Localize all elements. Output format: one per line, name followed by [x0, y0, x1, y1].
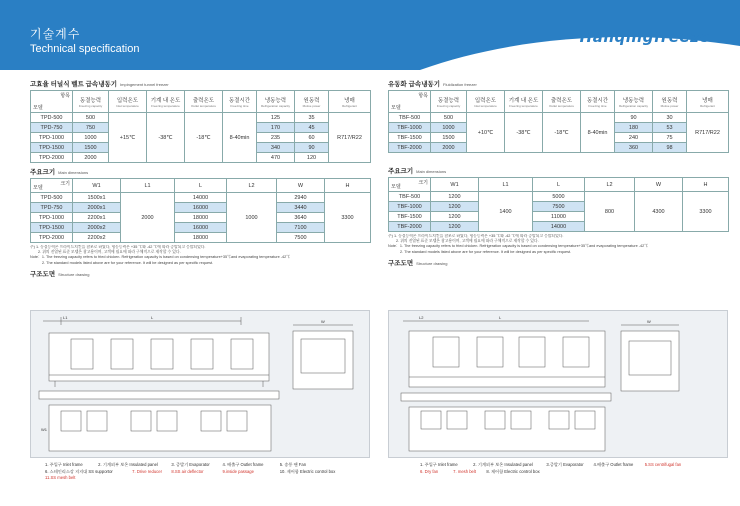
table-row — [31, 223, 371, 233]
left-spec-col-7: 냉매 Refrigerant — [329, 91, 371, 113]
table-cell: 35 — [295, 113, 329, 123]
table-cell: TPD-750 — [31, 123, 73, 133]
legend-item: 7. Drive reducer — [132, 468, 162, 474]
table-cell: 500 — [73, 113, 109, 123]
table-cell: -38℃ — [147, 113, 185, 163]
table-cell: 90 — [615, 113, 653, 123]
legend-item: 8. 제어함 Electric control box — [486, 468, 540, 474]
left-spec-title — [30, 80, 370, 90]
brand-logo-text: Hanqingfreeze — [579, 28, 710, 46]
left-notes: 주) 1. 동결능력은 프라이드치킨을 참조로 하였다, 냉동능력은 +35 ℃와 -42 ℃에 따라 증발되고 응발되었다. 2. 위의 진열된 표준 모델은 참고용이며, 고객에 필요에 따라 구체적으로 제작할 수 있다. Note：1. The freezing capacity refers to fried chicken. Refrigeration capacity is based on condensing temperature+35℃and evaporating temperature -42℃ 2. The standard models listed above are for your reference. It will be designed as per specific request. — [30, 245, 291, 265]
table-cell: TPD-1000 — [31, 133, 73, 143]
table-header-cell: 입력온도 Inlet temperature — [467, 91, 505, 113]
table-header-cell: 동결능력 Freezing capacity — [431, 91, 467, 113]
table-cell: 5000 — [533, 192, 585, 202]
table-header-cell: 동결시간 Freezing time — [581, 91, 615, 113]
tunnel-freezer-drawing-svg — [31, 311, 371, 459]
table-cell: 7100 — [277, 223, 325, 233]
legend-item: 6. Dry fan — [420, 468, 439, 474]
right-dim-table — [388, 177, 729, 232]
table-cell: 2000 — [121, 193, 175, 243]
table-cell: 75 — [653, 133, 687, 143]
table-cell: 1200 — [431, 212, 479, 222]
legend-item: 10. 제어함 Electric control box — [279, 468, 336, 474]
left-panel-tunnel-freezer — [30, 80, 370, 280]
table-cell: 14000 — [175, 193, 227, 203]
table-cell: 2000x2 — [73, 223, 121, 233]
table-cell: R717/R22 — [329, 113, 371, 163]
table-cell: TPD-500 — [31, 113, 73, 123]
table-cell: 1400 — [479, 192, 533, 232]
table-cell: 7500 — [533, 202, 585, 212]
table-row — [31, 193, 371, 203]
legend-item: 11.SS mesh belt — [45, 475, 76, 480]
table-header-cell: 냉동능력 Refrigeration capacity — [615, 91, 653, 113]
table-header-cell: W — [277, 179, 325, 193]
drawing-label: L1 — [63, 315, 68, 320]
table-cell: 53 — [653, 123, 687, 133]
right-dim-corner: 크기 모델 — [389, 178, 431, 192]
page-title-english: Technical specification — [30, 43, 140, 55]
table-cell: 2940 — [277, 193, 325, 203]
table-cell: TPD-2000 — [31, 153, 73, 163]
table-cell: TPD-1500 — [31, 223, 73, 233]
drawing-label: W1 — [41, 427, 47, 432]
table-header-cell: W — [635, 178, 683, 192]
table-header-cell: H — [325, 179, 371, 193]
legend-item: 1. 주입구 Inlet frame — [45, 462, 83, 467]
legend-item: 5.SS centrifugal fan — [644, 462, 682, 467]
table-cell: TBF-2000 — [389, 143, 431, 153]
table-cell: 170 — [257, 123, 295, 133]
table-cell: TPD-500 — [31, 193, 73, 203]
table-cell: TPD-750 — [31, 203, 73, 213]
table-cell: 14000 — [533, 222, 585, 232]
left-spec-col-3: 출력온도 Outlet temperature — [185, 91, 223, 113]
legend-item: 8.SS air deflector — [171, 468, 204, 474]
page-title-korean: 기술계수 — [30, 27, 81, 41]
left-spec-col-0: 동결능력 Freezing capacity — [73, 91, 109, 113]
table-header-cell: W1 — [431, 178, 479, 192]
legend-item: 2. 기계외부 보온 Insulated panel — [473, 462, 533, 467]
left-dim-table — [30, 178, 371, 243]
drawing-label: L — [151, 315, 154, 320]
left-spec-col-4: 동결시간 Freezing time — [223, 91, 257, 113]
table-cell: 2000 — [73, 153, 109, 163]
table-header-cell: 기계 내 온도 Freezing temperature — [505, 91, 543, 113]
right-notes: 주) 1. 동결능력은 프라이드치킨을 참조로 하였다, 냉동능력은 +35 ℃와 -42 ℃에 따라 증발되고 응발되었다. 2. 위의 진열된 표준 모델은 참고용이며, 고객에 필요에 따라 구체적으로 제작할 수 있다. Note：1. The freezing capacity refers to fried chicken. Refrigeration capacity is based on condensing temperature+35℃and evaporating temperature -42℃ 2. The standard models listed above are for your reference. It will be designed as per specific request. — [388, 234, 649, 254]
table-cell: 180 — [615, 123, 653, 133]
table-cell: 120 — [295, 153, 329, 163]
table-cell: TPD-1500 — [31, 143, 73, 153]
table-cell: +10℃ — [467, 113, 505, 153]
table-cell: 3640 — [277, 213, 325, 223]
right-drawing-legend — [420, 462, 681, 475]
table-cell: 8-40min — [581, 113, 615, 153]
table-cell: R717/R22 — [687, 113, 729, 153]
fluidization-freezer-drawing-svg — [389, 311, 729, 459]
table-cell: 2000x1 — [73, 203, 121, 213]
tunnel-freezer-structure-drawing — [30, 310, 370, 458]
left-spec-table — [30, 90, 371, 163]
legend-item: 5. 송풍 팬 Fan — [279, 462, 307, 467]
table-cell: 3300 — [325, 193, 371, 243]
legend-item: 3. 증발기 Evaporator — [171, 462, 210, 467]
table-cell: 30 — [653, 113, 687, 123]
table-cell: 98 — [653, 143, 687, 153]
table-cell: -38℃ — [505, 113, 543, 153]
table-cell: 16000 — [175, 223, 227, 233]
legend-item: 9.inside passage — [222, 468, 254, 474]
table-header-cell: L1 — [121, 179, 175, 193]
table-cell: 2000 — [431, 143, 467, 153]
left-spec-col-6: 원동력 Motive power — [295, 91, 329, 113]
legend-item: 6. 스테인리스강 지지대 SS supportor — [45, 468, 113, 474]
table-cell: TBF-2000 — [389, 222, 431, 232]
table-cell: TBF-500 — [389, 192, 431, 202]
left-spec-col-1: 입력온도 Inlet temperature — [109, 91, 147, 113]
table-cell: 18000 — [175, 233, 227, 243]
table-cell: 1000 — [227, 193, 277, 243]
legend-item: 1. 주입구 Inlet frame — [420, 462, 458, 467]
table-cell: TBF-500 — [389, 113, 431, 123]
table-row — [31, 213, 371, 223]
table-cell: 800 — [585, 192, 635, 232]
table-header-cell: L1 — [479, 178, 533, 192]
table-cell: +15℃ — [109, 113, 147, 163]
table-row — [31, 233, 371, 243]
table-row — [31, 203, 371, 213]
left-drawing-title: 구조도면 Structure drawing — [30, 270, 90, 278]
table-cell: 750 — [73, 123, 109, 133]
table-cell: 3440 — [277, 203, 325, 213]
right-spec-title: 유동화 급속냉동기 Fluidization freezer — [388, 81, 477, 88]
drawing-label: W — [647, 319, 651, 324]
table-cell: 1500 — [431, 133, 467, 143]
table-cell: 2200x2 — [73, 233, 121, 243]
drawing-label: L — [499, 315, 502, 320]
table-cell: 125 — [257, 113, 295, 123]
table-cell: 1000 — [73, 133, 109, 143]
table-header-cell: L — [175, 179, 227, 193]
left-spec-col-5: 냉동능력 Refrigeration capacity — [257, 91, 295, 113]
legend-item: 4.배출구 Outlet frame — [593, 462, 634, 467]
table-header-cell: L2 — [585, 178, 635, 192]
table-cell: 45 — [295, 123, 329, 133]
table-header-cell: 원동력 Motive power — [653, 91, 687, 113]
table-cell: 16000 — [175, 203, 227, 213]
table-cell: 2200x1 — [73, 213, 121, 223]
left-spec-corner: 항목 모델 — [31, 91, 73, 113]
table-cell: TPD-1000 — [31, 213, 73, 223]
table-cell: TBF-1000 — [389, 123, 431, 133]
table-cell: 18000 — [175, 213, 227, 223]
table-cell: 11000 — [533, 212, 585, 222]
table-row — [389, 192, 729, 202]
drawing-label: W — [321, 319, 325, 324]
table-cell: 360 — [615, 143, 653, 153]
left-dim-corner: 크기 모델 — [31, 179, 73, 193]
left-spec-title-en: Impingement tunnel freezer — [120, 82, 169, 87]
table-cell: 1500 — [73, 143, 109, 153]
table-cell: 500 — [431, 113, 467, 123]
table-cell: 1000 — [431, 123, 467, 133]
table-cell: TPD-2000 — [31, 233, 73, 243]
table-cell: TBF-1500 — [389, 133, 431, 143]
legend-item: 3.증발기 Evaporator — [546, 462, 584, 467]
table-cell: 60 — [295, 133, 329, 143]
table-row — [31, 113, 371, 123]
right-spec-corner: 항목 모델 — [389, 91, 431, 113]
table-cell: 340 — [257, 143, 295, 153]
table-cell: 235 — [257, 133, 295, 143]
table-cell: 7500 — [277, 233, 325, 243]
table-cell: 3300 — [683, 192, 729, 232]
right-spec-table — [388, 90, 729, 153]
table-header-cell: W1 — [73, 179, 121, 193]
drawing-label: L2 — [419, 315, 424, 320]
left-drawing-legend — [45, 462, 335, 482]
table-cell: 1200 — [431, 192, 479, 202]
legend-item: 2. 기계외부 보온 Insulated panel — [98, 462, 158, 467]
table-cell: -18℃ — [185, 113, 223, 163]
table-cell: 4300 — [635, 192, 683, 232]
table-cell: -18℃ — [543, 113, 581, 153]
table-cell: 240 — [615, 133, 653, 143]
table-header-cell: L — [533, 178, 585, 192]
table-cell: 90 — [295, 143, 329, 153]
right-drawing-title: 구조도면 Structure drawing — [388, 259, 448, 267]
fluidization-freezer-structure-drawing — [388, 310, 728, 458]
table-header-cell: L2 — [227, 179, 277, 193]
table-row — [389, 113, 729, 123]
table-cell: TBF-1500 — [389, 212, 431, 222]
table-cell: 470 — [257, 153, 295, 163]
left-dim-title: 주요크기 Main dimensions — [30, 169, 89, 176]
right-dim-title: 주요크기 Main dimensions — [388, 168, 447, 175]
table-cell: 1200 — [431, 202, 479, 212]
table-header-cell: H — [683, 178, 729, 192]
table-header-cell: 출력온도 Outlet temperature — [543, 91, 581, 113]
left-spec-title-ko: 고효율 터널식 벨트 급속냉동기 — [30, 81, 118, 88]
table-cell: 1200 — [431, 222, 479, 232]
table-cell: TBF-1000 — [389, 202, 431, 212]
table-cell: 1500x1 — [73, 193, 121, 203]
legend-item: 4. 배출구 Outlet frame — [222, 462, 264, 467]
legend-item: 7. mesh belt — [453, 468, 476, 474]
table-header-cell: 냉매 Refrigerant — [687, 91, 729, 113]
left-spec-col-2: 기계 내 온도 Freezing temperature — [147, 91, 185, 113]
table-cell: 8-40min — [223, 113, 257, 163]
right-panel-fluidization-freezer — [388, 80, 728, 269]
